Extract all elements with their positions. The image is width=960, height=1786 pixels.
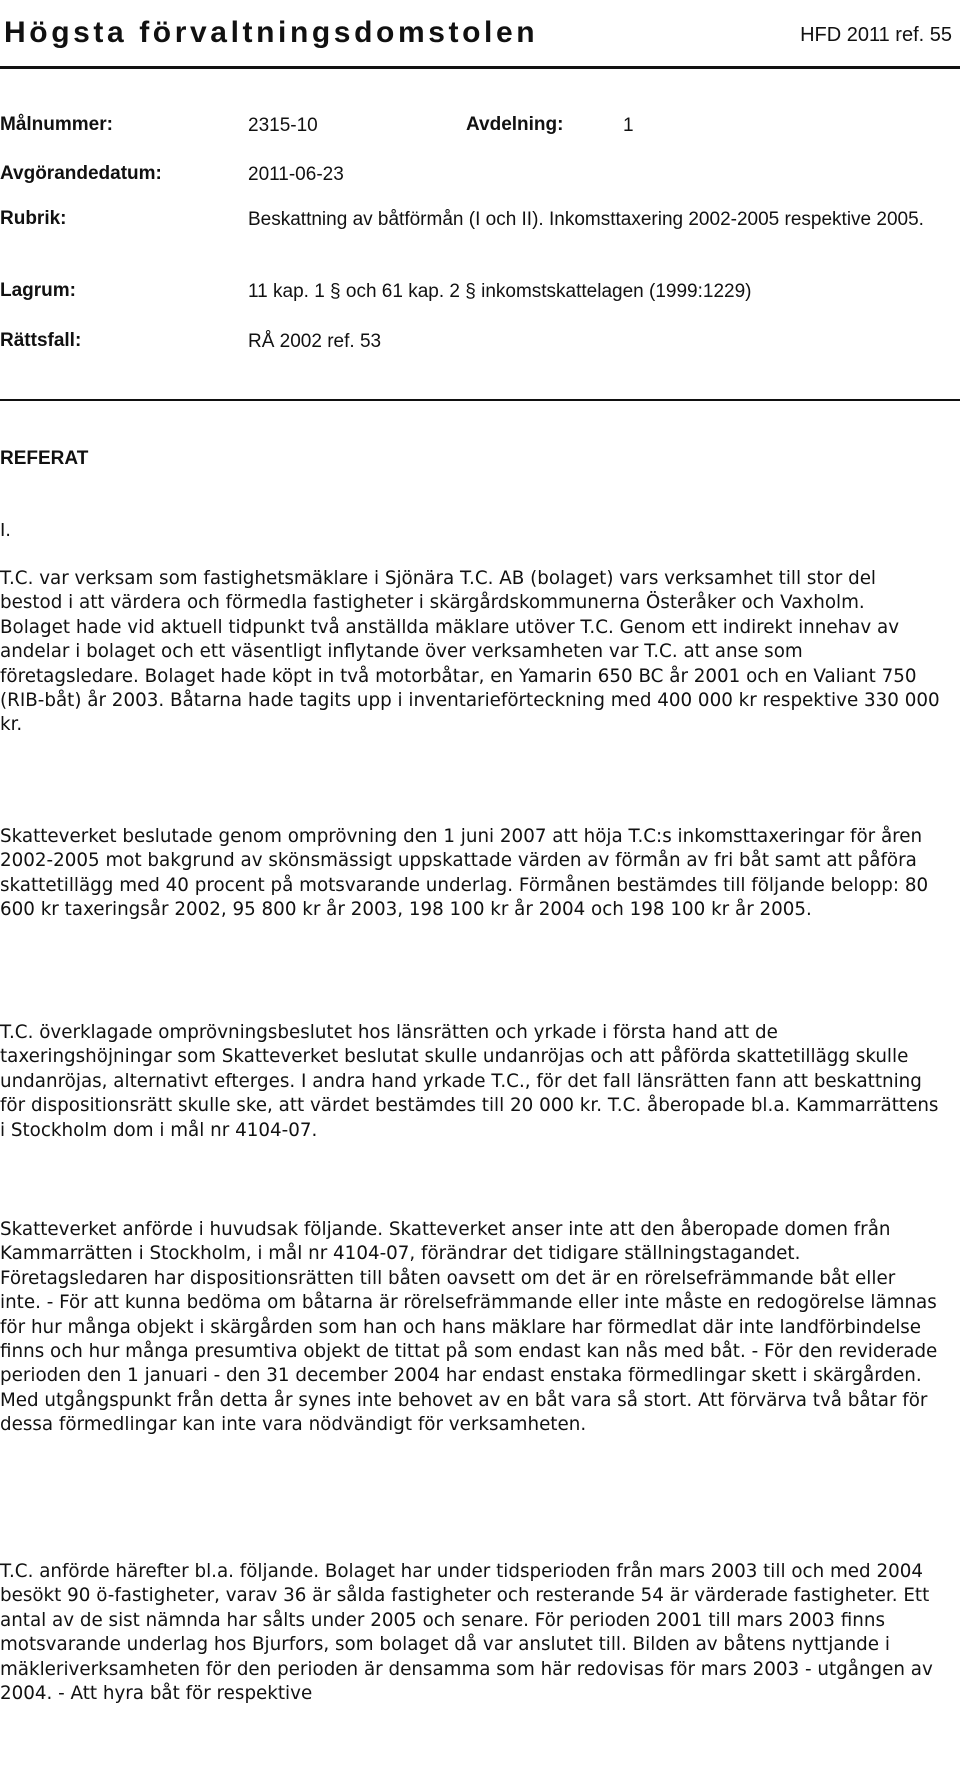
rubrik-value: Beskattning av båtförmån (I och II). Inkomsttaxering 2002-2005 respektive 2005. bbox=[248, 209, 924, 230]
rattsfall-value: RÅ 2002 ref. 53 bbox=[248, 331, 382, 352]
referat-paragraph: Skatteverket anförde i huvudsak följande. Skatteverket anser inte att den åberopade domen från Kammarrätten i Stockholm, i mål nr 4104-07, förändrar det tidigare ställningstagandet. Företagsledaren har dispositionsrätten till båten oavsett om det är en rörelsefrämmande båt eller inte. - För att kunna bedöma om båtarna är rörelsefrämmande eller inte måste en redogörelse lämnas för hur många objekt i skärgården som han och hans mäklare har förmedlat där inte landförbindelse finns och hur många presumtiva objekt de tittat på som endast kan nås med båt. - För den reviderade perioden den 1 januari - den 31 december 2004 har endast enstaka förmedlingar skett i skärgården. Med utgångspunkt från detta år synes inte behovet av en båt vara så stort. Att förvärva två båtar för dessa förmedlingar kan inte vara nödvändigt för verksamheten. bbox=[0, 1219, 938, 1436]
rattsfall-label: Rättsfall: bbox=[0, 330, 82, 351]
malnummer-value: 2315-10 bbox=[248, 115, 318, 136]
header-rule bbox=[0, 66, 960, 69]
referat-heading: REFERAT bbox=[0, 448, 89, 469]
avgorandedatum-value: 2011-06-23 bbox=[248, 164, 344, 185]
lagrum-value: 11 kap. 1 § och 61 kap. 2 § inkomstskattelagen (1999:1229) bbox=[248, 281, 752, 302]
lagrum-label: Lagrum: bbox=[0, 280, 76, 301]
avdelning-value: 1 bbox=[623, 115, 634, 136]
avgorandedatum-label: Avgörandedatum: bbox=[0, 163, 162, 184]
section-rule bbox=[0, 399, 960, 401]
malnummer-label: Målnummer: bbox=[0, 114, 113, 135]
case-reference: HFD 2011 ref. 55 bbox=[800, 24, 952, 46]
referat-paragraph: Skatteverket beslutade genom omprövning den 1 juni 2007 att höja T.C:s inkomsttaxeringar för åren 2002-2005 mot bakgrund av skönsmässigt uppskattade värden av förmån av fri båt samt att påföra skattetillägg med 40 procent på motsvarande underlag. Förmånen bestämdes till följande belopp: 80 600 kr taxeringsår 2002, 95 800 kr år 2003, 198 100 kr år 2004 och 198 100 kr år 2005. bbox=[0, 826, 929, 921]
referat-paragraph: T.C. överklagade omprövningsbeslutet hos länsrätten och yrkade i första hand att de taxeringshöjningar som Skatteverket beslutat skulle undanröjas och att påförda skattetillägg skulle undanröjas, alternativt efterges. I andra hand yrkade T.C., för det fall länsrätten fann att beskattning för dispositionsrätt skulle ske, att värdet bestämdes till 20 000 kr. T.C. åberopade bl.a. Kammarrättens i Stockholm dom i mål nr 4104-07. bbox=[0, 1022, 939, 1141]
part-number: I. bbox=[0, 520, 12, 541]
referat-paragraph: T.C. var verksam som fastighetsmäklare i Sjönära T.C. AB (bolaget) vars verksamhet till stor del bestod i att värdera och förmedla fastigheter i skärgårdskommunerna Österåker och Vaxholm. Bolaget hade vid aktuell tidpunkt två anställda mäklare utöver T.C. Genom ett indirekt innehav av andelar i bolaget och ett väsentligt inflytande över verksamheten var T.C. att anse som företagsledare. Bolaget hade köpt in två motorbåtar, en Yamarin 650 BC år 2001 och en Valiant 750 (RIB-båt) år 2003. Båtarna hade tagits upp i inventarieförteckning med 400 000 kr respektive 330 000 kr. bbox=[0, 568, 940, 736]
referat-paragraph: T.C. anförde härefter bl.a. följande. Bolaget har under tidsperioden från mars 2003 till och med 2004 besökt 90 ö-fastigheter, varav 36 är sålda fastigheter och resterande 54 är värderade fastigheter. Ett antal av de sist nämnda har sålts under 2005 och senare. För perioden 2001 till mars 2003 finns motsvarande underlag hos Bjurfors, som bolaget då var anslutet till. Bilden av båtens nyttjande i mäkleriverksamheten för den perioden är densamma som här redovisas för mars 2003 - utgången av 2004. - Att hyra båt för respektive bbox=[0, 1561, 933, 1705]
court-name: Högsta förvaltningsdomstolen bbox=[4, 16, 539, 49]
rubrik-label: Rubrik: bbox=[0, 208, 67, 229]
avdelning-label: Avdelning: bbox=[466, 114, 564, 135]
